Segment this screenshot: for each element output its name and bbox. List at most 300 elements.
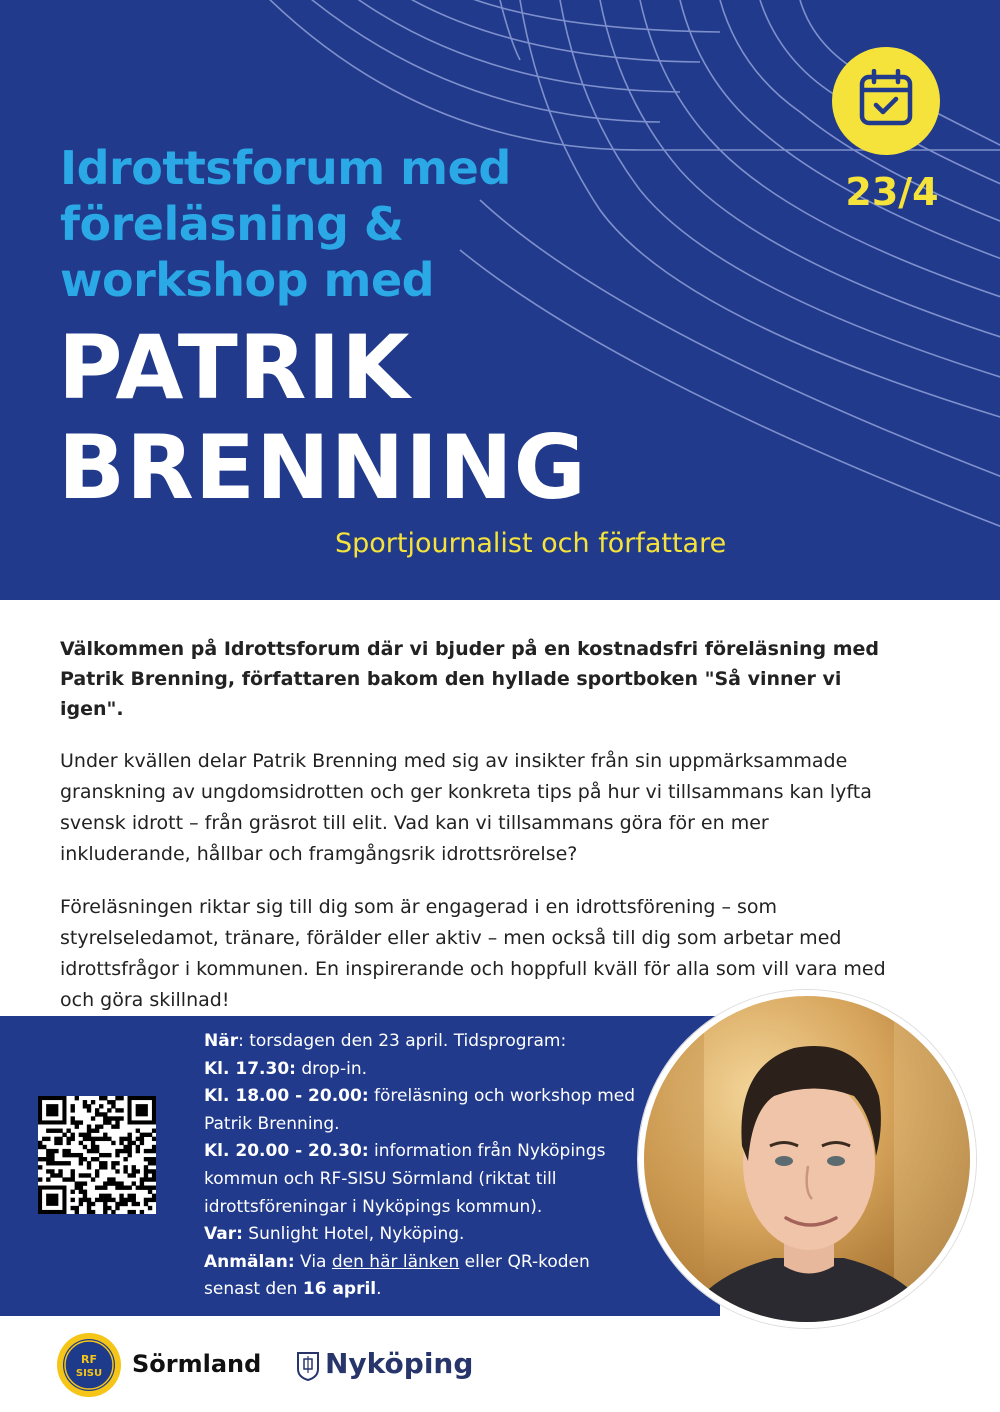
- qr-module: [132, 1210, 136, 1214]
- qr-module: [103, 1112, 107, 1116]
- qr-module: [152, 1137, 156, 1141]
- qr-module: [66, 1137, 70, 1141]
- qr-module: [123, 1137, 127, 1141]
- qr-module: [99, 1161, 103, 1165]
- qr-module: [50, 1153, 54, 1157]
- qr-module: [123, 1202, 127, 1206]
- qr-module: [103, 1096, 107, 1100]
- time-label: Kl. 20.00 - 20.30:: [204, 1141, 369, 1162]
- calendar-badge: [832, 47, 940, 155]
- event-intro: [60, 140, 580, 308]
- qr-module: [132, 1173, 136, 1177]
- speaker-photo: [638, 990, 976, 1328]
- qr-module: [87, 1137, 91, 1141]
- qr-module: [50, 1173, 54, 1177]
- qr-module: [62, 1177, 66, 1181]
- qr-module: [111, 1161, 115, 1165]
- qr-module: [75, 1186, 79, 1190]
- qr-module: [128, 1137, 132, 1141]
- schedule-row: [204, 1083, 644, 1138]
- qr-module: [111, 1124, 115, 1128]
- qr-module: [115, 1116, 119, 1120]
- qr-module: [111, 1165, 115, 1169]
- qr-module: [99, 1124, 103, 1128]
- qr-module: [152, 1145, 156, 1149]
- qr-module: [66, 1153, 70, 1157]
- calendar-check-icon: [859, 69, 913, 127]
- qr-module: [103, 1198, 107, 1202]
- qr-module: [119, 1181, 123, 1185]
- rf-sisu-logo: [54, 1330, 124, 1400]
- qr-module: [107, 1206, 111, 1210]
- qr-module: [103, 1202, 107, 1206]
- qr-module: [148, 1177, 152, 1181]
- qr-module: [144, 1186, 148, 1190]
- qr-module: [115, 1124, 119, 1128]
- qr-module: [144, 1149, 148, 1153]
- qr-module: [144, 1198, 148, 1202]
- qr-module: [83, 1190, 87, 1194]
- qr-module: [66, 1129, 70, 1133]
- qr-module: [79, 1120, 83, 1124]
- qr-module: [115, 1206, 119, 1210]
- qr-module: [107, 1181, 111, 1185]
- qr-module: [152, 1177, 156, 1181]
- qr-module: [91, 1149, 95, 1153]
- qr-module: [58, 1173, 62, 1177]
- qr-module: [123, 1198, 127, 1202]
- qr-module: [50, 1161, 54, 1165]
- qr-module: [71, 1169, 75, 1173]
- signup-pre: Via: [294, 1251, 332, 1272]
- qr-module: [115, 1161, 119, 1165]
- qr-module: [38, 1141, 42, 1145]
- qr-module: [128, 1141, 132, 1145]
- qr-module: [91, 1129, 95, 1133]
- qr-module: [46, 1177, 50, 1181]
- qr-module: [99, 1137, 103, 1141]
- qr-module: [99, 1198, 103, 1202]
- qr-module: [140, 1177, 144, 1181]
- qr-module: [123, 1145, 127, 1149]
- qr-module: [128, 1149, 132, 1153]
- intro-line: Idrottsforum med: [60, 141, 511, 195]
- qr-module: [144, 1165, 148, 1169]
- qr-module: [132, 1181, 136, 1185]
- qr-module: [58, 1141, 62, 1145]
- qr-module: [38, 1157, 42, 1161]
- qr-module: [66, 1161, 70, 1165]
- qr-module: [62, 1161, 66, 1165]
- qr-module: [119, 1202, 123, 1206]
- qr-module: [140, 1181, 144, 1185]
- qr-module: [79, 1181, 83, 1185]
- qr-module: [115, 1186, 119, 1190]
- qr-module: [148, 1169, 152, 1173]
- rf-badge-text: RF: [81, 1353, 97, 1366]
- qr-module: [103, 1137, 107, 1141]
- qr-module: [103, 1161, 107, 1165]
- qr-module: [95, 1137, 99, 1141]
- sisu-badge-text: SISU: [75, 1368, 103, 1379]
- qr-module: [46, 1104, 58, 1116]
- qr-module: [54, 1129, 58, 1133]
- qr-module: [79, 1161, 83, 1165]
- when-label: När: [204, 1031, 239, 1051]
- time-text: drop-in.: [295, 1058, 367, 1079]
- qr-module: [95, 1186, 99, 1190]
- qr-module: [111, 1104, 115, 1108]
- qr-module: [87, 1206, 91, 1210]
- qr-module: [119, 1149, 123, 1153]
- qr-module: [128, 1198, 132, 1202]
- qr-module: [87, 1108, 91, 1112]
- nykoping-name: Nyköping: [325, 1347, 474, 1380]
- qr-module: [71, 1116, 75, 1120]
- qr-module: [136, 1149, 140, 1153]
- qr-module: [115, 1202, 119, 1206]
- qr-module: [75, 1096, 79, 1100]
- qr-module: [54, 1141, 58, 1145]
- qr-module: [50, 1157, 54, 1161]
- qr-module: [79, 1141, 83, 1145]
- qr-module: [66, 1149, 70, 1153]
- qr-module: [128, 1210, 132, 1214]
- qr-module: [75, 1120, 79, 1124]
- qr-module: [119, 1186, 123, 1190]
- qr-module: [58, 1137, 62, 1141]
- qr-module: [140, 1186, 144, 1190]
- signup-end: .: [376, 1279, 382, 1300]
- qr-module: [46, 1137, 50, 1141]
- qr-module: [152, 1194, 156, 1198]
- qr-module: [95, 1145, 99, 1149]
- qr-module: [87, 1165, 91, 1169]
- qr-module: [115, 1120, 119, 1124]
- speaker-first-name: PATRIK: [58, 316, 411, 419]
- qr-module: [46, 1149, 50, 1153]
- qr-module: [79, 1153, 83, 1157]
- qr-module: [87, 1124, 91, 1128]
- qr-module: [128, 1153, 132, 1157]
- qr-module: [46, 1194, 58, 1206]
- qr-module: [71, 1153, 75, 1157]
- qr-module: [87, 1129, 91, 1133]
- qr-module: [58, 1161, 62, 1165]
- qr-module: [103, 1206, 107, 1210]
- qr-module: [115, 1169, 119, 1173]
- qr-module: [152, 1149, 156, 1153]
- qr-module: [123, 1186, 127, 1190]
- qr-module: [87, 1173, 91, 1177]
- qr-module: [79, 1198, 83, 1202]
- qr-module: [83, 1173, 87, 1177]
- qr-module: [75, 1206, 79, 1210]
- qr-module: [95, 1149, 99, 1153]
- where-row: [204, 1221, 644, 1249]
- qr-module: [66, 1141, 70, 1145]
- qr-module: [91, 1145, 95, 1149]
- qr-module: [54, 1161, 58, 1165]
- qr-module: [123, 1169, 127, 1173]
- qr-module: [148, 1157, 152, 1161]
- qr-module: [91, 1137, 95, 1141]
- qr-module: [144, 1202, 148, 1206]
- qr-module: [46, 1161, 50, 1165]
- qr-module: [115, 1149, 119, 1153]
- qr-module: [99, 1165, 103, 1169]
- qr-module: [46, 1153, 50, 1157]
- speaker-role: Sportjournalist och författare: [335, 528, 727, 559]
- qr-module: [128, 1133, 132, 1137]
- qr-module: [132, 1198, 136, 1202]
- qr-module: [140, 1133, 144, 1137]
- qr-module: [79, 1133, 83, 1137]
- qr-module: [111, 1210, 115, 1214]
- qr-module: [62, 1149, 66, 1153]
- qr-module: [95, 1169, 99, 1173]
- qr-module: [107, 1120, 111, 1124]
- qr-module: [87, 1161, 91, 1165]
- qr-module: [103, 1133, 107, 1137]
- schedule-row: [204, 1056, 644, 1084]
- qr-module: [91, 1100, 95, 1104]
- qr-module: [107, 1177, 111, 1181]
- lead-paragraph: Välkommen på Idrottsforum där vi bjuder på en kostnadsfri föreläsning med Patrik Brenning, författaren bakom den hyllade sportboken "Så vinner vi igen".: [60, 638, 880, 720]
- qr-module: [83, 1100, 87, 1104]
- qr-module: [132, 1141, 136, 1145]
- qr-module: [103, 1120, 107, 1124]
- qr-module: [103, 1165, 107, 1169]
- when-text: : torsdagen den 23 april. Tidsprogram:: [238, 1031, 567, 1051]
- time-text: föreläsning och workshop med Patrik Brenning.: [204, 1086, 636, 1134]
- qr-module: [115, 1153, 119, 1157]
- nykoping-crest-icon: [296, 1351, 320, 1381]
- qr-module: [128, 1186, 132, 1190]
- qr-module: [107, 1153, 111, 1157]
- qr-module: [79, 1173, 83, 1177]
- description: [60, 634, 900, 1038]
- qr-module: [140, 1210, 144, 1214]
- qr-module: [71, 1120, 75, 1124]
- qr-module: [144, 1169, 148, 1173]
- qr-module: [136, 1137, 140, 1141]
- qr-module: [123, 1157, 127, 1161]
- qr-module: [123, 1149, 127, 1153]
- qr-module: [119, 1198, 123, 1202]
- qr-module: [128, 1173, 132, 1177]
- qr-module: [144, 1177, 148, 1181]
- time-label: Kl. 18.00 - 20.00:: [204, 1086, 369, 1107]
- qr-module: [123, 1165, 127, 1169]
- schedule-row: [204, 1138, 644, 1221]
- qr-module: [83, 1104, 87, 1108]
- qr-module: [152, 1186, 156, 1190]
- signup-row: [204, 1249, 644, 1304]
- qr-module: [54, 1173, 58, 1177]
- qr-module: [103, 1116, 107, 1120]
- qr-module: [91, 1141, 95, 1145]
- qr-module: [71, 1177, 75, 1181]
- qr-module: [42, 1137, 46, 1141]
- qr-module: [148, 1149, 152, 1153]
- qr-module: [144, 1133, 148, 1137]
- qr-module: [136, 1169, 140, 1173]
- qr-module: [119, 1108, 123, 1112]
- qr-module: [111, 1100, 115, 1104]
- qr-module: [115, 1096, 119, 1100]
- qr-module: [75, 1124, 79, 1128]
- qr-module: [99, 1186, 103, 1190]
- qr-module: [50, 1129, 54, 1133]
- qr-module: [83, 1198, 87, 1202]
- qr-module: [152, 1161, 156, 1165]
- qr-module: [83, 1181, 87, 1185]
- hero-banner: [0, 0, 1000, 600]
- qr-module: [95, 1112, 99, 1116]
- qr-module: [79, 1186, 83, 1190]
- qr-module: [71, 1206, 75, 1210]
- qr-module: [132, 1202, 136, 1206]
- signup-link[interactable]: den här länken: [331, 1251, 460, 1272]
- qr-module: [91, 1210, 95, 1214]
- qr-module: [136, 1145, 140, 1149]
- qr-module: [75, 1210, 79, 1214]
- time-label: Kl. 17.30:: [204, 1058, 296, 1079]
- qr-module: [140, 1141, 144, 1145]
- qr-module: [103, 1186, 107, 1190]
- qr-module: [148, 1133, 152, 1137]
- qr-module: [42, 1157, 46, 1161]
- qr-module: [95, 1157, 99, 1161]
- qr-module: [87, 1210, 91, 1214]
- qr-module: [148, 1206, 152, 1210]
- qr-module: [83, 1133, 87, 1137]
- qr-module: [103, 1181, 107, 1185]
- qr-module: [103, 1210, 107, 1214]
- qr-module: [111, 1177, 115, 1181]
- qr-module: [107, 1116, 111, 1120]
- qr-module: [71, 1173, 75, 1177]
- qr-module: [95, 1124, 99, 1128]
- qr-module: [140, 1137, 144, 1141]
- qr-module: [152, 1169, 156, 1173]
- qr-module: [71, 1198, 75, 1202]
- signup-label: Anmälan:: [204, 1251, 295, 1272]
- qr-module: [132, 1165, 136, 1169]
- qr-module: [79, 1190, 83, 1194]
- qr-module: [95, 1129, 99, 1133]
- qr-module: [75, 1153, 79, 1157]
- qr-module: [99, 1153, 103, 1157]
- qr-module: [42, 1145, 46, 1149]
- intro-line: föreläsning &: [60, 197, 404, 251]
- qr-module: [91, 1157, 95, 1161]
- qr-module: [91, 1177, 95, 1181]
- paragraph: Under kvällen delar Patrik Brenning med sig av insikter från sin uppmärksammade granskning av ungdomsidrotten och ger konkreta tips på hur vi tillsammans kan lyfta svensk idrott – från gräsrot till elit. Vad kan vi tillsammans göra för en mer inkluderande, hållbar och framgångsrik idrottsrörelse?: [60, 750, 872, 865]
- qr-module: [136, 1104, 148, 1116]
- qr-module: [95, 1173, 99, 1177]
- qr-module: [38, 1145, 42, 1149]
- qr-module: [87, 1202, 91, 1206]
- qr-module: [38, 1165, 42, 1169]
- qr-module: [54, 1149, 58, 1153]
- qr-module: [66, 1177, 70, 1181]
- qr-module: [50, 1149, 54, 1153]
- qr-module: [103, 1153, 107, 1157]
- qr-module: [119, 1096, 123, 1100]
- qr-code[interactable]: [38, 1096, 156, 1214]
- qr-module: [136, 1129, 140, 1133]
- portrait-illustration: [644, 996, 970, 1322]
- qr-module: [152, 1157, 156, 1161]
- qr-module: [91, 1202, 95, 1206]
- qr-module: [132, 1169, 136, 1173]
- qr-module: [132, 1194, 136, 1198]
- qr-module: [99, 1096, 103, 1100]
- qr-module: [144, 1157, 148, 1161]
- qr-module: [148, 1186, 152, 1190]
- qr-module: [95, 1108, 99, 1112]
- qr-module: [75, 1181, 79, 1185]
- qr-module: [152, 1173, 156, 1177]
- qr-module: [128, 1145, 132, 1149]
- qr-module: [62, 1133, 66, 1137]
- qr-module: [119, 1194, 123, 1198]
- qr-module: [83, 1157, 87, 1161]
- qr-module: [58, 1129, 62, 1133]
- qr-module: [54, 1137, 58, 1141]
- qr-module: [107, 1198, 111, 1202]
- qr-module: [115, 1108, 119, 1112]
- where-text: Sunlight Hotel, Nyköping.: [242, 1224, 465, 1245]
- speaker-last-name: BRENNING: [58, 416, 587, 519]
- qr-module: [99, 1104, 103, 1108]
- qr-module: [107, 1137, 111, 1141]
- qr-module: [119, 1137, 123, 1141]
- qr-module: [83, 1194, 87, 1198]
- qr-module: [136, 1186, 140, 1190]
- qr-module: [111, 1116, 115, 1120]
- qr-module: [38, 1177, 42, 1181]
- qr-module: [71, 1104, 75, 1108]
- when-row: [204, 1028, 644, 1056]
- event-date: 23/4: [845, 170, 939, 214]
- qr-module: [87, 1104, 91, 1108]
- speaker-name: [58, 318, 587, 518]
- qr-module: [83, 1145, 87, 1149]
- qr-module: [148, 1161, 152, 1165]
- qr-module: [79, 1157, 83, 1161]
- qr-module: [87, 1149, 91, 1153]
- signup-deadline: 16 april: [302, 1279, 377, 1300]
- signup-mid: eller QR-koden senast den: [204, 1251, 590, 1300]
- qr-module: [111, 1181, 115, 1185]
- qr-module: [148, 1190, 152, 1194]
- qr-module: [144, 1173, 148, 1177]
- qr-module: [79, 1202, 83, 1206]
- qr-module: [46, 1157, 50, 1161]
- rf-sisu-sormland-name: Sörmland: [132, 1350, 262, 1378]
- qr-module: [71, 1190, 75, 1194]
- qr-module: [95, 1198, 99, 1202]
- qr-module: [87, 1198, 91, 1202]
- qr-module: [107, 1100, 111, 1104]
- qr-module: [71, 1133, 75, 1137]
- qr-module: [152, 1129, 156, 1133]
- qr-module: [91, 1116, 95, 1120]
- qr-code-icon: [38, 1096, 156, 1214]
